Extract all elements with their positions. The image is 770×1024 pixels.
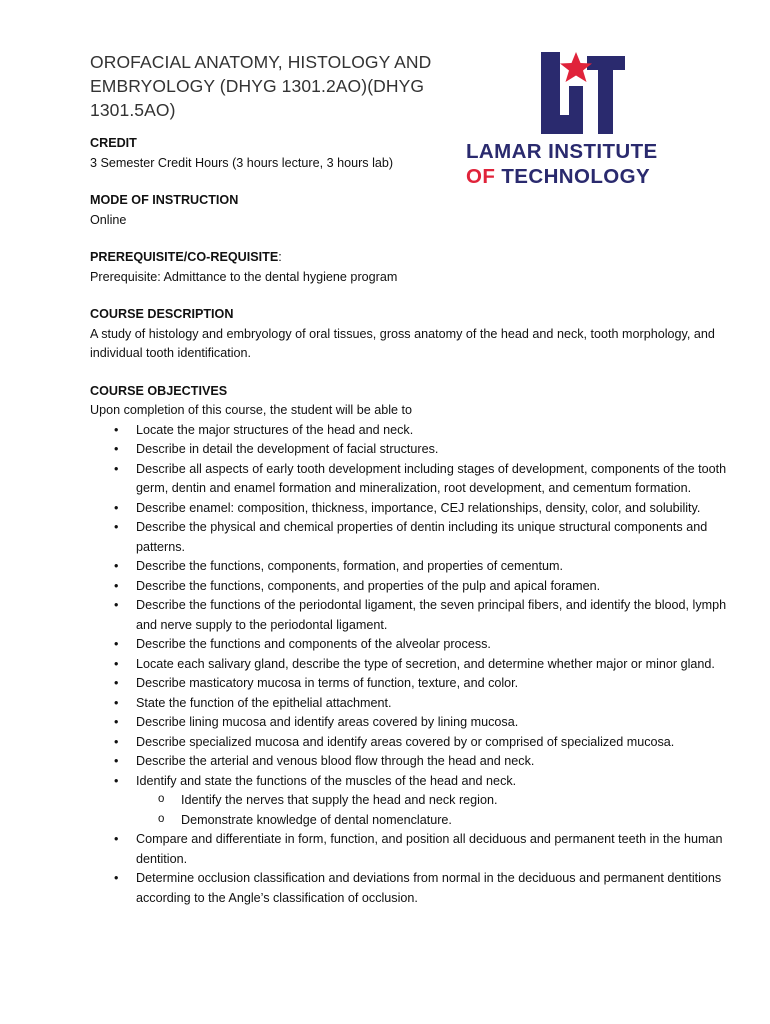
list-item: • Describe enamel: composition, thickness, importance, CEJ relationships, density, color, and solubility. [90, 499, 730, 519]
list-item: • Describe the functions and components of the alveolar process. [90, 635, 730, 655]
list-item: • Describe the physical and chemical properties of dentin including its unique structural components and patterns. [90, 518, 730, 557]
logo-of: OF [466, 165, 496, 188]
list-item: • Describe the functions, components, formation, and properties of cementum. [90, 557, 730, 577]
list-item: • Locate the major structures of the head and neck. [90, 421, 730, 441]
list-item-with-sublist [90, 772, 730, 831]
credit-text: 3 Semester Credit Hours (3 hours lecture, 3 hours lab) [90, 155, 394, 170]
description-section [90, 305, 730, 364]
course-title: OROFACIAL ANATOMY, HISTOLOGY AND EMBRYOLOGY (DHYG 1301.2AO)(DHYG 1301.5AO) [90, 52, 432, 120]
objectives-heading: COURSE OBJECTIVES [90, 383, 228, 398]
sublist-item: o Identify the nerves that supply the head and neck region. [136, 791, 730, 811]
prereq-colon: : [278, 250, 282, 264]
list-item: • Describe specialized mucosa and identify areas covered by or comprised of specialized mucosa. [90, 733, 730, 753]
objectives-list [90, 421, 730, 909]
description-text: A study of histology and embryology of oral tissues, gross anatomy of the head and neck, tooth morphology, and individual tooth identification. [90, 326, 715, 360]
list-item: • Describe the functions, components, and properties of the pulp and apical foramen. [90, 577, 730, 597]
sublist-item: o Demonstrate knowledge of dental nomenclature. [136, 811, 730, 831]
document-body [90, 134, 730, 908]
mode-heading: MODE OF INSTRUCTION [90, 193, 239, 207]
prereq-section [90, 248, 730, 287]
list-item: • Describe the arterial and venous blood flow through the head and neck. [90, 752, 730, 772]
credit-heading: CREDIT [90, 136, 137, 150]
list-item: • Describe all aspects of early tooth development including stages of development, components of the tooth germ, dentin and enamel formation and mineralization, root development, and cementum formation. [90, 460, 730, 499]
logo-line-1: LAMAR INSTITUTE [466, 140, 658, 163]
objectives-sublist [136, 791, 730, 830]
prereq-text: Prerequisite: Admittance to the dental hygiene program [90, 269, 398, 284]
objectives-intro: Upon completion of this course, the student will be able to [90, 403, 413, 417]
list-item: • Describe in detail the development of facial structures. [90, 440, 730, 460]
list-item: • Describe lining mucosa and identify areas covered by lining mucosa. [90, 713, 730, 733]
lit-logo-mark [535, 46, 627, 138]
list-item: • Compare and differentiate in form, function, and position all deciduous and permanent teeth in the human dentition. [90, 830, 730, 869]
list-item: • Describe masticatory mucosa in terms of function, texture, and color. [90, 674, 730, 694]
list-item-text: • Identify and state the functions of the muscles of the head and neck. [136, 773, 517, 788]
credit-section [90, 134, 730, 173]
list-item: • Describe the functions of the periodontal ligament, the seven principal fibers, and identify the blood, lymph and nerve supply to the periodontal ligament. [90, 596, 730, 635]
mode-text: Online [90, 212, 127, 227]
list-item: • State the function of the epithelial attachment. [90, 694, 730, 714]
objectives-section [90, 382, 730, 909]
logo-technology: TECHNOLOGY [495, 165, 651, 188]
list-item: • Locate each salivary gland, describe the type of secretion, and determine whether major or minor gland. [90, 655, 730, 675]
prereq-heading: PREREQUISITE/CO-REQUISITE [90, 250, 279, 264]
description-heading: COURSE DESCRIPTION [90, 307, 234, 321]
prereq-heading-line [90, 248, 730, 268]
list-item: • Determine occlusion classification and deviations from normal in the deciduous and permanent dentitions according to the Angle’s classification of occlusion. [90, 869, 730, 908]
mode-section [90, 191, 730, 230]
